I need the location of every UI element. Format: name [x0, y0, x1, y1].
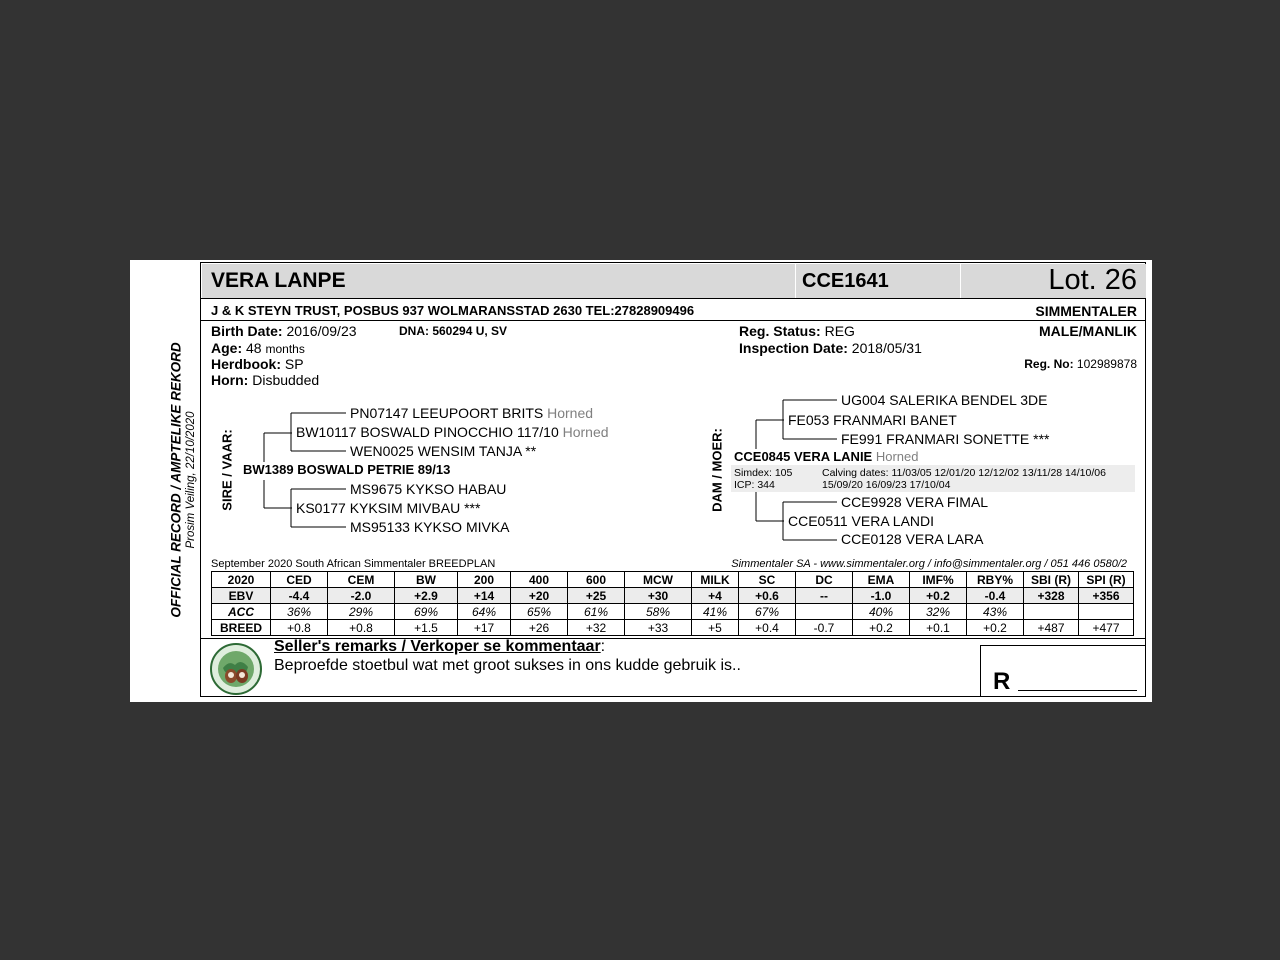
table-cell: 65% [511, 604, 568, 620]
table-cell: +25 [568, 588, 625, 604]
animal-id: CCE1641 [802, 270, 889, 292]
sire-name: BW1389 BOSWALD PETRIE 89/13 [243, 462, 451, 477]
sire-sire-dam: WEN0025 WENSIM TANJA ** [350, 443, 537, 459]
breedplan-caption: September 2020 South African Simmentaler BREEDPLAN [211, 558, 496, 570]
official-record-label: OFFICIAL RECORD / AMPTELIKE REKORD [168, 342, 184, 618]
table-cell: RBY% [967, 572, 1024, 588]
price-box-divider [980, 645, 981, 697]
dam-dam-dam: CCE0128 VERA LARA [841, 531, 984, 547]
inspection-value: 2018/05/31 [851, 340, 922, 356]
dam-dam: CCE0511 VERA LANDI [788, 513, 935, 529]
dam-note: Horned [875, 449, 919, 464]
table-cell: MILK [692, 572, 739, 588]
dam-sire: FE053 FRANMARI BANET [788, 412, 957, 428]
dam-sire-sire: UG004 SALERIKA BENDEL 3DE [841, 392, 1048, 408]
table-cell: +328 [1024, 588, 1079, 604]
table-cell: +0.1 [910, 620, 967, 636]
table-cell: +30 [625, 588, 692, 604]
animal-name: VERA LANPE [211, 269, 346, 292]
table-cell: -0.4 [967, 588, 1024, 604]
row-label: 2020 [212, 572, 271, 588]
table-cell: -2.0 [328, 588, 395, 604]
table-cell: +2.9 [395, 588, 458, 604]
sire-sire-sire [350, 405, 593, 421]
table-cell: +0.4 [739, 620, 796, 636]
table-cell: 200 [458, 572, 511, 588]
table-cell: +1.5 [395, 620, 458, 636]
table-cell: +26 [511, 620, 568, 636]
acc-row [212, 604, 1134, 620]
sire-sire [296, 424, 609, 440]
table-cell: 41% [692, 604, 739, 620]
ss-note: Horned [562, 424, 609, 440]
table-cell: 36% [271, 604, 328, 620]
table-cell: +0.8 [328, 620, 395, 636]
inspection-label: Inspection Date: [739, 340, 848, 356]
dam-name: CCE0845 VERA LANIE [734, 449, 873, 464]
birth-date-value: 2016/09/23 [286, 323, 357, 339]
table-cell: 64% [458, 604, 511, 620]
table-cell: -0.7 [796, 620, 853, 636]
price-input-line[interactable] [1018, 690, 1137, 691]
remarks-text: Beproefde stoetbul wat met groot sukses in ons kudde gebruik is.. [274, 657, 741, 674]
table-cell [1024, 604, 1079, 620]
table-cell: 29% [328, 604, 395, 620]
simmentaler-logo-icon [209, 642, 263, 696]
ss-name: BW10117 BOSWALD PINOCCHIO 117/10 [296, 424, 559, 440]
breed: SIMMENTALER [1035, 303, 1137, 319]
table-cell: EMA [853, 572, 910, 588]
reg-no-label: Reg. No: [1024, 357, 1074, 371]
reg-status-label: Reg. Status: [739, 323, 821, 339]
remarks-heading: Seller's remarks / Verkoper se kommentaar [274, 638, 601, 655]
table-cell: CEM [328, 572, 395, 588]
table-cell: 67% [739, 604, 796, 620]
calving-dates-cont: 15/09/20 16/09/23 17/10/04 [822, 479, 951, 491]
dam-label: DAM / MOER: [709, 428, 725, 512]
horn-value: Disbudded [252, 372, 320, 388]
breeder-info: J & K STEYN TRUST, POSBUS 937 WOLMARANSSTAD 2630 TEL:27828909496 [211, 303, 695, 318]
table-cell: SBI (R) [1024, 572, 1079, 588]
birth-date-label: Birth Date: [211, 323, 283, 339]
table-cell: 58% [625, 604, 692, 620]
reg-status-value: REG [824, 323, 855, 339]
herdbook-label: Herdbook: [211, 356, 281, 372]
remarks-colon: : [600, 638, 606, 655]
table-cell: -1.0 [853, 588, 910, 604]
table-cell: 40% [853, 604, 910, 620]
price-label: R [993, 668, 1011, 695]
table-cell: CED [271, 572, 328, 588]
table-cell: 69% [395, 604, 458, 620]
table-cell: +33 [625, 620, 692, 636]
table-cell: +4 [692, 588, 739, 604]
sss-note: Horned [547, 405, 594, 421]
table-cell: SPI (R) [1079, 572, 1134, 588]
ebv-row [212, 588, 1134, 604]
table-cell: 600 [568, 572, 625, 588]
sire-label: SIRE / VAAR: [219, 429, 235, 511]
table-cell: +5 [692, 620, 739, 636]
table-cell: +0.2 [853, 620, 910, 636]
table-cell: 61% [568, 604, 625, 620]
auction-label: Prosim Veiling, 22/10/2020 [185, 411, 197, 549]
breedplan-contact: Simmentaler SA - www.simmentaler.org / info@simmentaler.org / 051 446 0580/2 [731, 558, 1127, 570]
table-cell: +20 [511, 588, 568, 604]
table-cell: 43% [967, 604, 1024, 620]
table-cell: +17 [458, 620, 511, 636]
table-cell: +477 [1079, 620, 1134, 636]
ebv-table [211, 571, 1134, 636]
row-label: BREED [212, 620, 271, 636]
price-box-top [980, 645, 1146, 646]
calving-dates: Calving dates: 11/03/05 12/01/20 12/12/02 13/11/28 14/10/06 [822, 467, 1106, 479]
dam-name-row [734, 449, 919, 464]
table-cell [796, 604, 853, 620]
sex: MALE/MANLIK [1039, 323, 1137, 339]
horn-label: Horn: [211, 372, 249, 388]
table-cell: MCW [625, 572, 692, 588]
table-cell: DC [796, 572, 853, 588]
breed-row [212, 620, 1134, 636]
table-cell: +0.2 [910, 588, 967, 604]
dna: DNA: 560294 U, SV [399, 324, 508, 338]
table-cell: -4.4 [271, 588, 328, 604]
sire-dam: KS0177 KYKSIM MIVBAU *** [296, 500, 481, 516]
header-row [212, 572, 1134, 588]
herdbook-value: SP [284, 356, 304, 372]
sire-dam-sire: MS9675 KYKSO HABAU [350, 481, 507, 497]
sire-dam-dam: MS95133 KYKSO MIVKA [350, 519, 510, 535]
table-cell: +0.8 [271, 620, 328, 636]
reg-no-value: 102989878 [1076, 357, 1137, 371]
age-unit: months [265, 342, 305, 356]
dam-sire-dam: FE991 FRANMARI SONETTE *** [841, 431, 1050, 447]
lot-number: Lot. 26 [1048, 264, 1137, 296]
table-cell: IMF% [910, 572, 967, 588]
dam-dam-sire: CCE9928 VERA FIMAL [841, 494, 989, 510]
simdex: Simdex: 105 [734, 467, 793, 479]
row-label: EBV [212, 588, 271, 604]
age-label: Age: [211, 340, 243, 356]
table-cell: 400 [511, 572, 568, 588]
row-label: ACC [212, 604, 271, 620]
table-cell: +0.6 [739, 588, 796, 604]
table-cell: +32 [568, 620, 625, 636]
table-cell: BW [395, 572, 458, 588]
icp: ICP: 344 [734, 479, 775, 491]
table-cell: +356 [1079, 588, 1134, 604]
table-cell: -- [796, 588, 853, 604]
table-cell: SC [739, 572, 796, 588]
table-cell [1079, 604, 1134, 620]
age-value: 48 [246, 340, 262, 356]
table-cell: 32% [910, 604, 967, 620]
remarks-heading-row [274, 638, 605, 656]
sss-name: PN07147 LEEUPOORT BRITS [350, 405, 544, 421]
table-cell: +487 [1024, 620, 1079, 636]
table-cell: +14 [458, 588, 511, 604]
table-cell: +0.2 [967, 620, 1024, 636]
